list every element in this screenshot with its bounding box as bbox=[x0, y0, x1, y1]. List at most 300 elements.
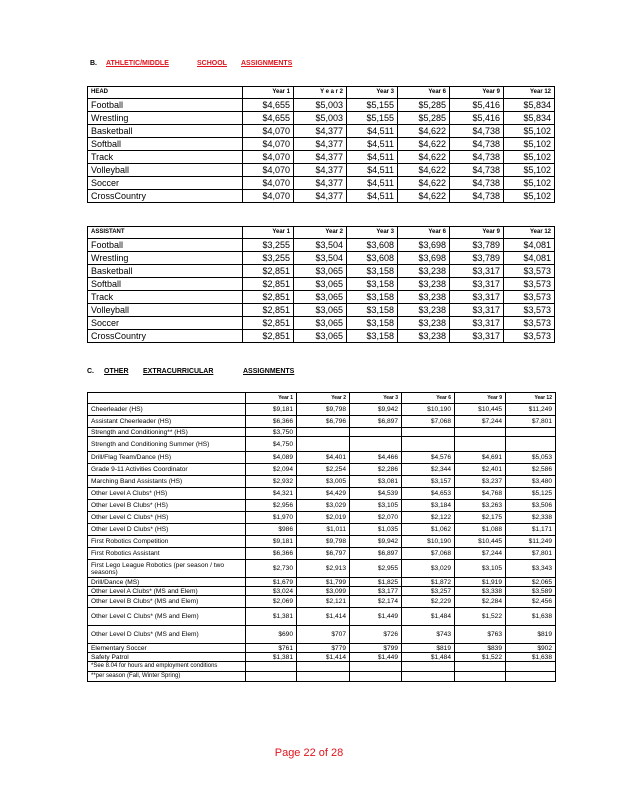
salary-cell: $2,344 bbox=[402, 464, 455, 476]
salary-cell: $2,401 bbox=[455, 464, 506, 476]
section-title-word: ATHLETIC/MIDDLE bbox=[106, 60, 169, 67]
salary-cell: $6,897 bbox=[350, 548, 402, 560]
note-row bbox=[88, 672, 556, 682]
note-row bbox=[88, 662, 556, 672]
row-label: Softball bbox=[88, 138, 243, 151]
salary-cell: $2,284 bbox=[455, 596, 506, 608]
salary-cell: $4,622 bbox=[398, 138, 450, 151]
salary-cell: $3,024 bbox=[246, 587, 297, 596]
salary-cell: $3,238 bbox=[398, 330, 450, 343]
table-row bbox=[88, 644, 556, 653]
salary-cell: $4,622 bbox=[398, 177, 450, 190]
salary-cell: $4,750 bbox=[246, 437, 297, 452]
salary-cell: $9,181 bbox=[246, 404, 297, 416]
table-row bbox=[88, 476, 556, 488]
salary-cell: $839 bbox=[455, 644, 506, 653]
empty-cell bbox=[455, 662, 506, 672]
salary-cell: $4,377 bbox=[294, 190, 347, 203]
salary-cell: $2,122 bbox=[402, 512, 455, 524]
salary-cell: $1,825 bbox=[350, 578, 402, 587]
salary-cell: $2,851 bbox=[243, 304, 294, 317]
salary-cell bbox=[506, 437, 556, 452]
salary-cell: $3,158 bbox=[347, 291, 398, 304]
row-label: Other Level D Clubs* (HS) bbox=[88, 524, 246, 536]
row-label: Drill/Dance (MS) bbox=[88, 578, 246, 587]
table-row bbox=[88, 330, 555, 343]
row-label: Basketball bbox=[88, 265, 243, 278]
salary-cell: $3,789 bbox=[450, 239, 504, 252]
salary-cell: $4,070 bbox=[243, 138, 294, 151]
salary-cell: $6,797 bbox=[297, 548, 350, 560]
row-label: Safety Patrol bbox=[88, 653, 246, 662]
salary-cell: $5,102 bbox=[504, 164, 555, 177]
salary-cell: $1,062 bbox=[402, 524, 455, 536]
salary-cell: $5,053 bbox=[506, 452, 556, 464]
assistant-coach-table bbox=[87, 226, 555, 343]
row-label: Volleyball bbox=[88, 164, 243, 177]
salary-cell: $5,285 bbox=[398, 112, 450, 125]
salary-cell: $4,622 bbox=[398, 125, 450, 138]
salary-cell bbox=[455, 428, 506, 437]
salary-cell: $4,738 bbox=[450, 151, 504, 164]
column-header-category bbox=[88, 393, 246, 404]
salary-cell: $3,343 bbox=[506, 560, 556, 578]
salary-cell: $3,317 bbox=[450, 304, 504, 317]
salary-cell: $3,029 bbox=[402, 560, 455, 578]
row-label: Other Level D Clubs* (MS and Elem) bbox=[88, 626, 246, 644]
row-label: Soccer bbox=[88, 317, 243, 330]
salary-cell: $3,480 bbox=[506, 476, 556, 488]
salary-cell: $2,070 bbox=[350, 512, 402, 524]
salary-cell: $2,586 bbox=[506, 464, 556, 476]
column-header-category: HEAD bbox=[88, 87, 243, 99]
section-title-word: SCHOOL bbox=[197, 60, 227, 67]
empty-cell bbox=[350, 662, 402, 672]
salary-cell: $3,029 bbox=[297, 500, 350, 512]
salary-cell: $763 bbox=[455, 626, 506, 644]
salary-cell: $4,081 bbox=[504, 239, 555, 252]
empty-cell bbox=[402, 672, 455, 682]
salary-cell: $5,102 bbox=[504, 138, 555, 151]
section-title-word: ASSIGNMENTS bbox=[241, 60, 293, 67]
salary-cell: $2,069 bbox=[246, 596, 297, 608]
salary-cell bbox=[455, 437, 506, 452]
salary-cell: $1,449 bbox=[350, 608, 402, 626]
salary-cell: $4,738 bbox=[450, 177, 504, 190]
salary-cell: $1,522 bbox=[455, 608, 506, 626]
salary-cell: $1,484 bbox=[402, 653, 455, 662]
salary-cell: $3,789 bbox=[450, 252, 504, 265]
table-row bbox=[88, 524, 556, 536]
salary-cell: $2,174 bbox=[350, 596, 402, 608]
salary-cell: $2,175 bbox=[455, 512, 506, 524]
salary-cell: $690 bbox=[246, 626, 297, 644]
column-header-year: Year 2 bbox=[294, 227, 347, 239]
salary-cell: $1,872 bbox=[402, 578, 455, 587]
row-label: Other Level C Clubs* (MS and Elem) bbox=[88, 608, 246, 626]
salary-cell: $3,158 bbox=[347, 317, 398, 330]
salary-cell: $3,238 bbox=[398, 317, 450, 330]
salary-cell: $2,121 bbox=[297, 596, 350, 608]
salary-cell: $5,834 bbox=[504, 99, 555, 112]
table-row bbox=[88, 488, 556, 500]
table-row bbox=[88, 317, 555, 330]
salary-cell: $2,955 bbox=[350, 560, 402, 578]
salary-cell: $3,504 bbox=[294, 239, 347, 252]
salary-cell: $11,249 bbox=[506, 404, 556, 416]
table-row bbox=[88, 500, 556, 512]
salary-cell: $3,238 bbox=[398, 265, 450, 278]
row-label: Elementary Soccer bbox=[88, 644, 246, 653]
salary-cell: $707 bbox=[297, 626, 350, 644]
salary-cell: $4,511 bbox=[347, 177, 398, 190]
salary-cell: $3,317 bbox=[450, 291, 504, 304]
salary-cell: $4,089 bbox=[246, 452, 297, 464]
page-number: Page 22 of 28 bbox=[274, 747, 344, 759]
salary-cell bbox=[350, 437, 402, 452]
table-row bbox=[88, 464, 556, 476]
row-label: Basketball bbox=[88, 125, 243, 138]
empty-cell bbox=[297, 672, 350, 682]
footnote: *See 8.04 for hours and employment conditions bbox=[88, 662, 246, 672]
table-row bbox=[88, 112, 555, 125]
column-header-year: Year 1 bbox=[243, 87, 294, 99]
empty-cell bbox=[455, 672, 506, 682]
empty-cell bbox=[246, 672, 297, 682]
table-row bbox=[88, 560, 556, 578]
row-label: Drill/Flag Team/Dance (HS) bbox=[88, 452, 246, 464]
salary-cell: $7,068 bbox=[402, 416, 455, 428]
salary-cell: $4,070 bbox=[243, 190, 294, 203]
salary-cell: $3,099 bbox=[297, 587, 350, 596]
salary-cell: $4,738 bbox=[450, 125, 504, 138]
row-label: CrossCountry bbox=[88, 190, 243, 203]
column-header-year: Year 6 bbox=[402, 393, 455, 404]
table-row bbox=[88, 99, 555, 112]
footnote: **per season (Fall, Winter Spring) bbox=[88, 672, 246, 682]
table-row bbox=[88, 536, 556, 548]
salary-cell: $9,798 bbox=[297, 404, 350, 416]
salary-cell: $2,730 bbox=[246, 560, 297, 578]
salary-cell: $3,698 bbox=[398, 239, 450, 252]
table-row bbox=[88, 437, 556, 452]
table-row bbox=[88, 452, 556, 464]
salary-cell bbox=[506, 428, 556, 437]
column-header-year: Year 3 bbox=[347, 87, 398, 99]
salary-cell: $9,798 bbox=[297, 536, 350, 548]
salary-cell: $10,190 bbox=[402, 404, 455, 416]
extracurricular-table bbox=[87, 392, 556, 682]
salary-cell: $2,851 bbox=[243, 330, 294, 343]
table-row bbox=[88, 164, 555, 177]
salary-cell: $2,851 bbox=[243, 278, 294, 291]
salary-cell: $3,177 bbox=[350, 587, 402, 596]
salary-cell bbox=[402, 428, 455, 437]
row-label: Grade 9-11 Activities Coordinator bbox=[88, 464, 246, 476]
salary-cell: $4,622 bbox=[398, 190, 450, 203]
salary-cell: $4,622 bbox=[398, 151, 450, 164]
salary-cell: $7,801 bbox=[506, 548, 556, 560]
salary-cell: $3,255 bbox=[243, 239, 294, 252]
table-row bbox=[88, 239, 555, 252]
salary-cell: $1,381 bbox=[246, 653, 297, 662]
salary-cell: $799 bbox=[350, 644, 402, 653]
row-label: Other Level B Clubs* (MS and Elem) bbox=[88, 596, 246, 608]
salary-cell: $4,070 bbox=[243, 151, 294, 164]
table-header-row bbox=[88, 393, 556, 404]
salary-cell bbox=[402, 437, 455, 452]
column-header-year: Year 9 bbox=[450, 227, 504, 239]
empty-cell bbox=[297, 662, 350, 672]
head-coach-table bbox=[87, 86, 555, 203]
table-header-row bbox=[88, 87, 555, 99]
salary-cell: $3,157 bbox=[402, 476, 455, 488]
section-title-word: OTHER bbox=[104, 368, 129, 375]
salary-cell: $3,573 bbox=[504, 330, 555, 343]
salary-cell: $3,317 bbox=[450, 330, 504, 343]
salary-cell: $4,377 bbox=[294, 164, 347, 177]
salary-cell: $3,237 bbox=[455, 476, 506, 488]
column-header-year: Year 3 bbox=[347, 227, 398, 239]
salary-cell: $4,070 bbox=[243, 177, 294, 190]
salary-cell: $1,414 bbox=[297, 653, 350, 662]
salary-cell bbox=[297, 437, 350, 452]
table-row bbox=[88, 404, 556, 416]
salary-cell: $4,429 bbox=[297, 488, 350, 500]
salary-cell: $3,105 bbox=[350, 500, 402, 512]
salary-cell: $2,094 bbox=[246, 464, 297, 476]
salary-cell: $3,257 bbox=[402, 587, 455, 596]
salary-cell: $2,019 bbox=[297, 512, 350, 524]
row-label: Other Level B Clubs* (HS) bbox=[88, 500, 246, 512]
salary-cell: $3,184 bbox=[402, 500, 455, 512]
salary-cell: $6,796 bbox=[297, 416, 350, 428]
salary-cell: $5,155 bbox=[347, 99, 398, 112]
table-row bbox=[88, 626, 556, 644]
salary-cell: $3,573 bbox=[504, 304, 555, 317]
table-row bbox=[88, 416, 556, 428]
salary-cell: $3,238 bbox=[398, 278, 450, 291]
salary-cell: $3,573 bbox=[504, 291, 555, 304]
salary-cell: $2,932 bbox=[246, 476, 297, 488]
salary-cell: $2,851 bbox=[243, 291, 294, 304]
salary-cell: $4,377 bbox=[294, 177, 347, 190]
row-label: Other Level A Clubs* (HS) bbox=[88, 488, 246, 500]
table-row bbox=[88, 291, 555, 304]
salary-cell: $1,449 bbox=[350, 653, 402, 662]
row-label: First Lego League Robotics (per season / two seasons) bbox=[88, 560, 246, 578]
salary-cell: $2,851 bbox=[243, 317, 294, 330]
salary-cell: $3,573 bbox=[504, 265, 555, 278]
salary-cell: $6,897 bbox=[350, 416, 402, 428]
row-label: Wrestling bbox=[88, 112, 243, 125]
table-row bbox=[88, 596, 556, 608]
salary-cell bbox=[297, 428, 350, 437]
salary-cell: $3,506 bbox=[506, 500, 556, 512]
table-row bbox=[88, 138, 555, 151]
salary-cell: $1,522 bbox=[455, 653, 506, 662]
salary-cell: $2,229 bbox=[402, 596, 455, 608]
row-label: Volleyball bbox=[88, 304, 243, 317]
salary-cell: $1,679 bbox=[246, 578, 297, 587]
empty-cell bbox=[246, 662, 297, 672]
salary-cell: $7,801 bbox=[506, 416, 556, 428]
column-header-year: Year 12 bbox=[506, 393, 556, 404]
row-label: Cheerleader (HS) bbox=[88, 404, 246, 416]
table-row bbox=[88, 304, 555, 317]
salary-cell: $3,238 bbox=[398, 291, 450, 304]
salary-cell: $3,589 bbox=[506, 587, 556, 596]
salary-cell: $4,655 bbox=[243, 112, 294, 125]
salary-cell: $779 bbox=[297, 644, 350, 653]
salary-cell: $4,466 bbox=[350, 452, 402, 464]
salary-cell: $5,155 bbox=[347, 112, 398, 125]
salary-cell: $7,244 bbox=[455, 416, 506, 428]
salary-cell: $3,608 bbox=[347, 239, 398, 252]
salary-cell: $1,088 bbox=[455, 524, 506, 536]
column-header-year: Year 6 bbox=[398, 87, 450, 99]
salary-cell: $1,638 bbox=[506, 653, 556, 662]
salary-cell: $10,445 bbox=[455, 536, 506, 548]
row-label: First Robotics Assistant bbox=[88, 548, 246, 560]
salary-cell: $6,366 bbox=[246, 416, 297, 428]
salary-cell: $3,065 bbox=[294, 291, 347, 304]
salary-cell: $4,653 bbox=[402, 488, 455, 500]
salary-cell: $986 bbox=[246, 524, 297, 536]
row-label: Football bbox=[88, 239, 243, 252]
salary-cell: $3,317 bbox=[450, 278, 504, 291]
table-row bbox=[88, 177, 555, 190]
row-label: Marching Band Assistants (HS) bbox=[88, 476, 246, 488]
salary-cell: $3,065 bbox=[294, 304, 347, 317]
section-title-word: ASSIGNMENTS bbox=[243, 368, 295, 375]
salary-cell: $2,286 bbox=[350, 464, 402, 476]
salary-cell: $5,834 bbox=[504, 112, 555, 125]
column-header-year: Year 6 bbox=[398, 227, 450, 239]
salary-cell: $2,065 bbox=[506, 578, 556, 587]
salary-cell: $3,158 bbox=[347, 304, 398, 317]
table-row bbox=[88, 608, 556, 626]
salary-cell: $5,003 bbox=[294, 99, 347, 112]
salary-cell: $3,005 bbox=[297, 476, 350, 488]
salary-cell: $1,799 bbox=[297, 578, 350, 587]
empty-cell bbox=[402, 662, 455, 672]
column-header-year: Year 9 bbox=[455, 393, 506, 404]
salary-cell: $4,511 bbox=[347, 190, 398, 203]
salary-cell: $9,942 bbox=[350, 536, 402, 548]
salary-cell: $7,244 bbox=[455, 548, 506, 560]
salary-cell: $3,338 bbox=[455, 587, 506, 596]
row-label: CrossCountry bbox=[88, 330, 243, 343]
table-row bbox=[88, 278, 555, 291]
salary-cell: $1,414 bbox=[297, 608, 350, 626]
salary-cell: $2,338 bbox=[506, 512, 556, 524]
salary-cell: $726 bbox=[350, 626, 402, 644]
row-label: Soccer bbox=[88, 177, 243, 190]
salary-cell: $3,065 bbox=[294, 265, 347, 278]
salary-cell: $4,576 bbox=[402, 452, 455, 464]
column-header-year: Year 9 bbox=[450, 87, 504, 99]
salary-cell: $1,381 bbox=[246, 608, 297, 626]
salary-cell: $10,190 bbox=[402, 536, 455, 548]
salary-cell: $3,263 bbox=[455, 500, 506, 512]
salary-cell: $11,249 bbox=[506, 536, 556, 548]
column-header-category: ASSISTANT bbox=[88, 227, 243, 239]
salary-cell: $3,317 bbox=[450, 317, 504, 330]
empty-cell bbox=[350, 672, 402, 682]
salary-cell: $4,622 bbox=[398, 164, 450, 177]
row-label: Football bbox=[88, 99, 243, 112]
salary-cell: $4,738 bbox=[450, 164, 504, 177]
salary-cell: $6,366 bbox=[246, 548, 297, 560]
salary-cell: $3,158 bbox=[347, 278, 398, 291]
salary-cell: $3,158 bbox=[347, 265, 398, 278]
table-row bbox=[88, 125, 555, 138]
salary-cell: $1,171 bbox=[506, 524, 556, 536]
salary-cell: $819 bbox=[506, 626, 556, 644]
salary-cell: $5,125 bbox=[506, 488, 556, 500]
salary-cell: $3,750 bbox=[246, 428, 297, 437]
salary-cell: $5,102 bbox=[504, 151, 555, 164]
section-letter: B. bbox=[90, 60, 97, 67]
row-label: Assistant Cheerleader (HS) bbox=[88, 416, 246, 428]
salary-cell: $761 bbox=[246, 644, 297, 653]
row-label: Strength and Conditioning** (HS) bbox=[88, 428, 246, 437]
salary-cell: $4,081 bbox=[504, 252, 555, 265]
salary-cell: $5,416 bbox=[450, 112, 504, 125]
salary-cell: $3,081 bbox=[350, 476, 402, 488]
salary-cell: $10,445 bbox=[455, 404, 506, 416]
salary-cell: $3,573 bbox=[504, 317, 555, 330]
salary-cell: $3,105 bbox=[455, 560, 506, 578]
salary-cell: $1,035 bbox=[350, 524, 402, 536]
salary-cell: $9,181 bbox=[246, 536, 297, 548]
column-header-year: Year 2 bbox=[297, 393, 350, 404]
salary-cell: $4,655 bbox=[243, 99, 294, 112]
column-header-year: Year 12 bbox=[504, 227, 555, 239]
salary-cell: $5,285 bbox=[398, 99, 450, 112]
salary-cell: $4,511 bbox=[347, 138, 398, 151]
salary-cell: $3,573 bbox=[504, 278, 555, 291]
salary-cell: $4,377 bbox=[294, 151, 347, 164]
column-header-year: Year 3 bbox=[350, 393, 402, 404]
salary-cell: $4,539 bbox=[350, 488, 402, 500]
table-row bbox=[88, 252, 555, 265]
salary-cell: $9,942 bbox=[350, 404, 402, 416]
salary-cell: $3,238 bbox=[398, 304, 450, 317]
row-label: Track bbox=[88, 151, 243, 164]
salary-cell: $4,738 bbox=[450, 190, 504, 203]
section-title-word: EXTRACURRICULAR bbox=[143, 368, 214, 375]
table-row bbox=[88, 512, 556, 524]
row-label: Other Level A Clubs* (MS and Elem) bbox=[88, 587, 246, 596]
table-row bbox=[88, 578, 556, 587]
salary-cell: $3,158 bbox=[347, 330, 398, 343]
salary-cell: $2,956 bbox=[246, 500, 297, 512]
section-letter: C. bbox=[87, 368, 94, 375]
table-row bbox=[88, 548, 556, 560]
salary-cell: $5,102 bbox=[504, 190, 555, 203]
row-label: Wrestling bbox=[88, 252, 243, 265]
salary-cell: $4,511 bbox=[347, 151, 398, 164]
column-header-year: Year 1 bbox=[243, 227, 294, 239]
salary-cell: $4,070 bbox=[243, 164, 294, 177]
salary-cell: $1,919 bbox=[455, 578, 506, 587]
salary-cell: $819 bbox=[402, 644, 455, 653]
salary-cell: $3,255 bbox=[243, 252, 294, 265]
row-label: Track bbox=[88, 291, 243, 304]
empty-cell bbox=[506, 662, 556, 672]
